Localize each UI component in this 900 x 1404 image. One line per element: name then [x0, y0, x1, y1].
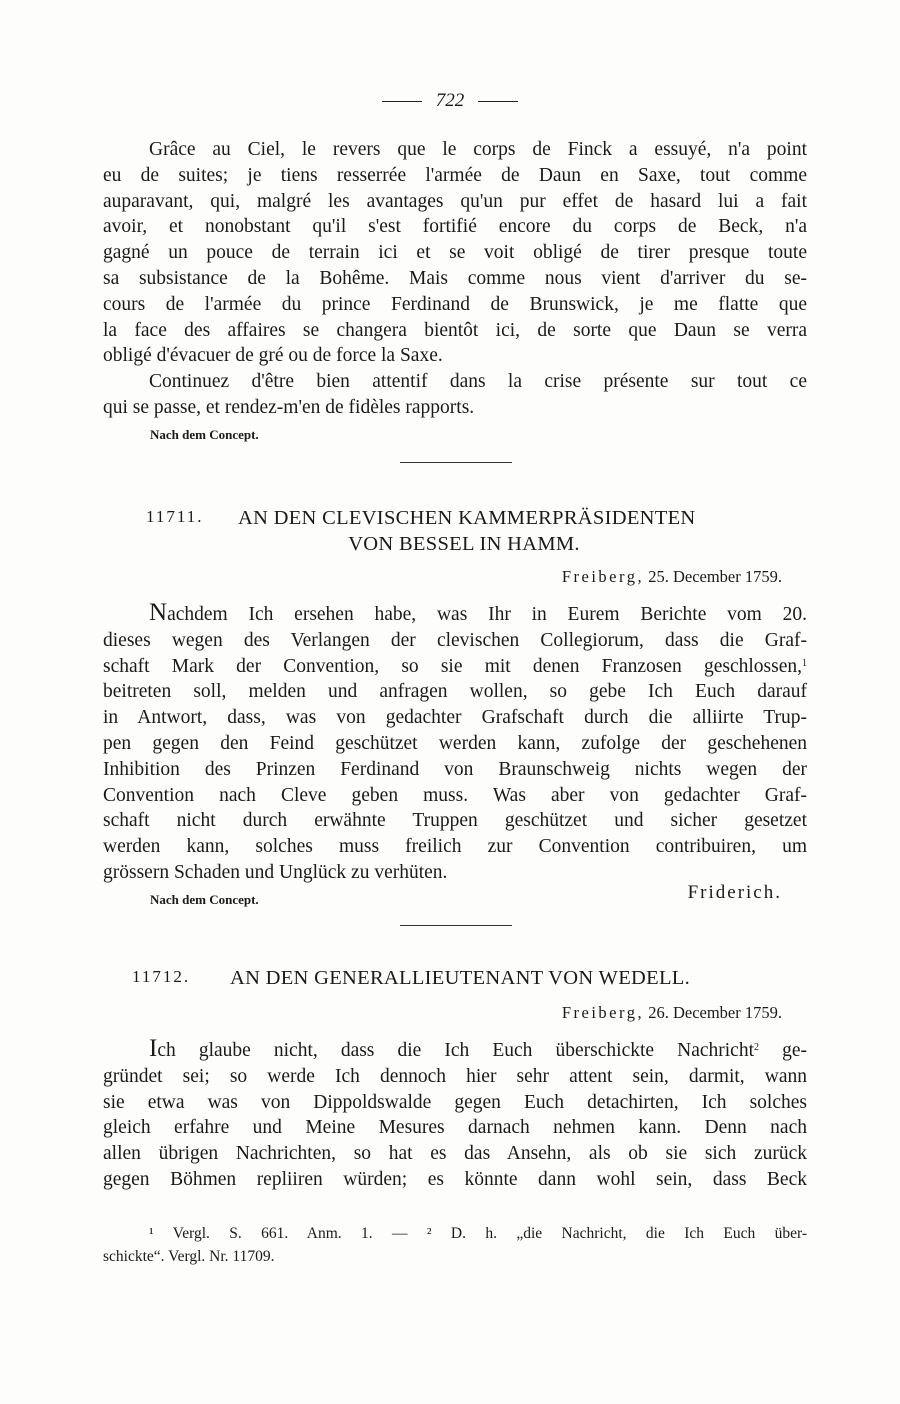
source-note: Nach dem Concept. — [150, 427, 259, 442]
section-divider — [400, 462, 512, 463]
dateline: Freiberg, 25. December 1759. — [561, 567, 782, 586]
letter-heading-text: AN DEN GENERALLIEUTENANT VON WEDELL. — [230, 967, 691, 989]
footnotes — [103, 1222, 807, 1268]
continuation-paragraph-2: Continuez d'être bien attentif dans la crise présente sur tout ce qui se passe, et rendez-m'en de fidèles rapports. — [103, 371, 807, 418]
letter-body: Ich glaube nicht, dass die Ich Euch überschickte Nachricht$^2$ ge- gründet sei; so werde Ich dennoch hier sehr attent sein, darmit, wann sie etwa was von Dippoldswalde gegen Euch detachirten, Ich solches gleich erfahre und Meine Mesures darnach nehmen kann. Denn nach allen übrigen Nachrichten, so hat es das Ansehn, als ob sie sich zurück gegen Böhmen repliiren würden; es könnte dann wohl sein, dass Beck — [103, 1035, 807, 1190]
source-note: Nach dem Concept. — [150, 892, 259, 907]
footnote-line: ¹ Vergl. S. 661. Anm. 1. — ² D. h. „die Nachricht, die Ich Euch über- — [149, 1225, 807, 1242]
letter-heading-line1: AN DEN CLEVISCHEN KAMMERPRÄSIDENTEN — [238, 507, 696, 529]
signature: Friderich. — [687, 882, 782, 903]
footnote-ref: 2 — [754, 1042, 759, 1053]
drop-cap: N — [149, 599, 168, 626]
section-divider — [400, 925, 512, 926]
footnote-ref: 1 — [802, 657, 807, 669]
continuation-paragraph: Grâce au Ciel, le revers que le corps de Finck a essuyé, n'a point eu de suites; je tiens resserrée l'armée de Daun en Saxe, tout comme auparavant, qui, malgré les avantages qu'un pur effet de hasard lui a fait avoir, et nonobstant qu'il s'est fortifié encore du corps de Beck, n'a gagné un pouce de terrain ici et se voit obligé de tirer presque toute sa subsistance de la Bohême. Mais comme nous vient d'arriver du se- cours de l'armée du prince Ferdinand de Brunswick, je me flatte que la face des affaires se changera bientôt ici, de sorte que Daun se verra obligé d'évacuer de gré ou de force la Saxe. — [103, 139, 807, 367]
page-number: 722 — [0, 90, 900, 112]
letter-number: 11711. — [146, 507, 204, 526]
letter-heading-line2: VON BESSEL IN HAMM. — [348, 533, 580, 555]
dateline: Freiberg, 26. December 1759. — [561, 1003, 782, 1022]
letter-body: Nachdem Ich ersehen habe, was Ihr in Eurem Berichte vom 20. dieses wegen des Verlangen der clevischen Collegiorum, dass die Graf- schaft Mark der Convention, so sie mit denen Franzosen geschlossen,$^1$ beitreten soll, melden und anfragen wollen, so gebe Ich Euch darauf in Antwort, dass, was von gedachter Grafschaft durch die alliirte Trup- pen gegen den Feind geschützet werden kann, zufolge der geschehenen Inhibition des Prinzen Ferdinand von Braunschweig nichts wegen der Convention nach Cleve geben muss. Was aber von gedachter Graf- schaft nicht durch erwähnte Truppen geschützet und sicher gesetzet werden kann, solches muss freilich zur Convention contribuiren, um grössern Schaden und Unglück zu verhüten. — [103, 599, 807, 883]
footnote-line: schickte“. Vergl. Nr. 11709. — [103, 1248, 275, 1265]
drop-cap: I — [149, 1035, 158, 1062]
letter-number: 11712. — [132, 967, 191, 986]
